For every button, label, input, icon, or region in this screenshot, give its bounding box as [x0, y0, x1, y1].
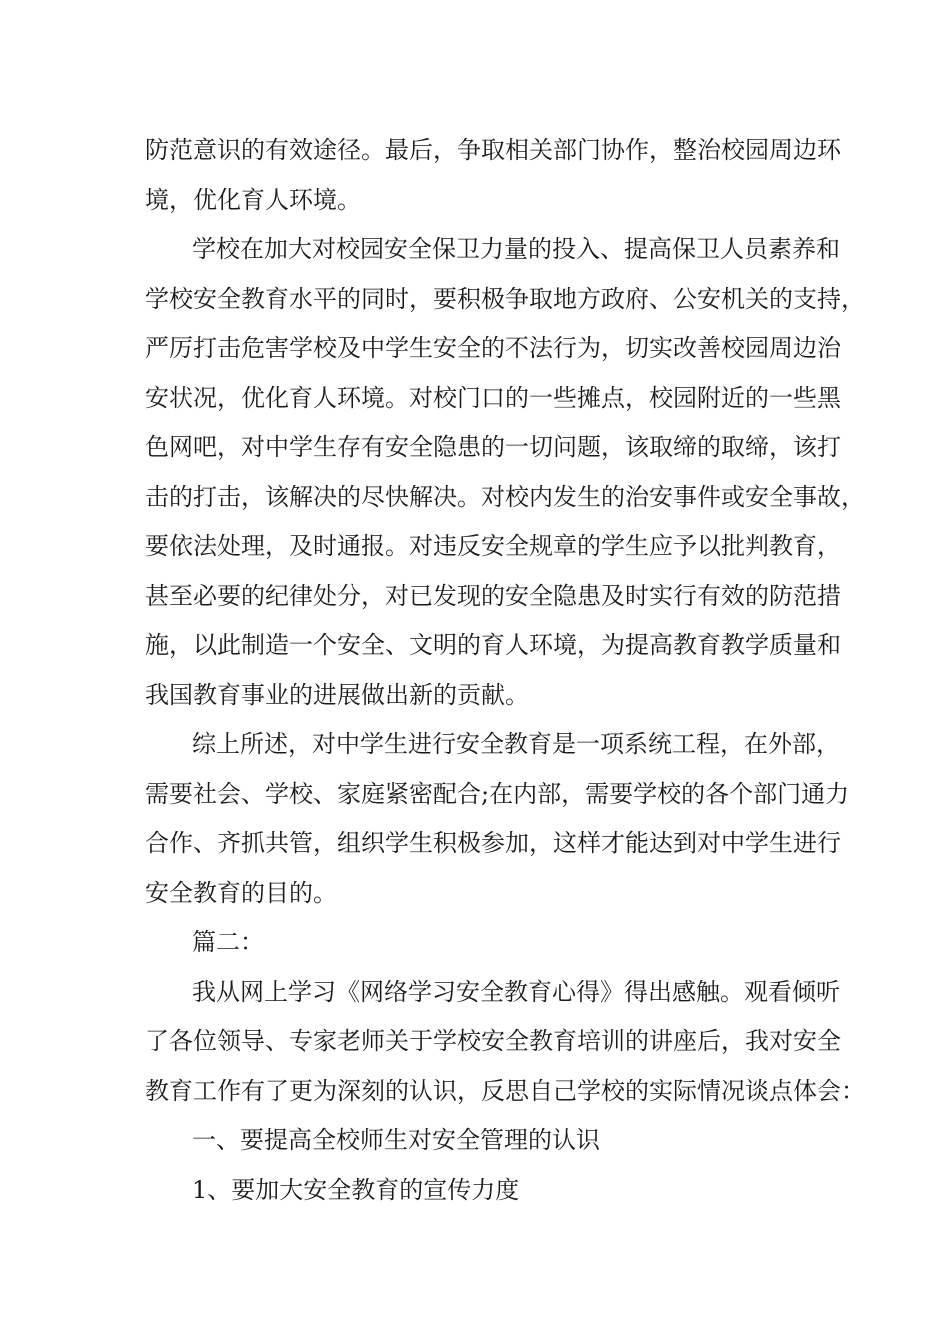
- text-line: 要依法处理，及时通报。对违反安全规章的学生应予以批判教育，: [145, 532, 841, 560]
- text-line: 篇二：: [192, 928, 264, 956]
- text-line: 了各位领导、专家老师关于学校安全教育培训的讲座后，我对安全: [145, 1027, 841, 1055]
- text-line: 施，以此制造一个安全、文明的育人环境，为提高教育教学质量和: [145, 631, 841, 659]
- text-line: 需要社会、学校、家庭紧密配合;在内部，需要学校的各个部门通力: [145, 779, 850, 808]
- text-line: 学校在加大对校园安全保卫力量的投入、提高保卫人员素养和: [192, 235, 840, 263]
- text-line: 甚至必要的纪律处分，对已发现的安全隐患及时实行有效的防范措: [145, 581, 841, 610]
- text-line: 境，优化育人环境。: [145, 185, 361, 214]
- text-line: 击的打击，该解决的尽快解决。对校内发生的治安事件或安全事故，: [145, 482, 865, 511]
- text-line: 合作、齐抓共管，组织学生积极参加，这样才能达到对中学生进行: [145, 829, 841, 857]
- text-line: 色网吧，对中学生存有安全隐患的一切问题，该取缔的取缔，该打: [145, 433, 841, 461]
- text-line: 一、要提高全校师生对安全管理的认识: [192, 1126, 600, 1154]
- text-line: 综上所述，对中学生进行安全教育是一项系统工程，在外部，: [192, 730, 840, 758]
- text-line: 我从网上学习《网络学习安全教育心得》得出感触。观看倾听: [192, 977, 840, 1006]
- text-line: 安全教育的目的。: [145, 878, 337, 907]
- text-line: 我国教育事业的进展做出新的贡献。: [145, 680, 529, 709]
- text-line: 1、要加大安全教育的宣传力度: [192, 1175, 520, 1204]
- text-line: 安状况，优化育人环境。对校门口的一些摊点，校园附近的一些黑: [145, 383, 841, 412]
- text-line: 防范意识的有效途径。最后，争取相关部门协作，整治校园周边环: [145, 136, 841, 164]
- document-body: [145, 126, 865, 1215]
- text-line: 教育工作有了更为深刻的认识，反思自己学校的实际情况谈点体会：: [145, 1076, 865, 1105]
- text-line: 学校安全教育水平的同时，要积极争取地方政府、公安机关的支持，: [145, 284, 865, 313]
- text-line: 严厉打击危害学校及中学生安全的不法行为，切实改善校园周边治: [145, 334, 841, 362]
